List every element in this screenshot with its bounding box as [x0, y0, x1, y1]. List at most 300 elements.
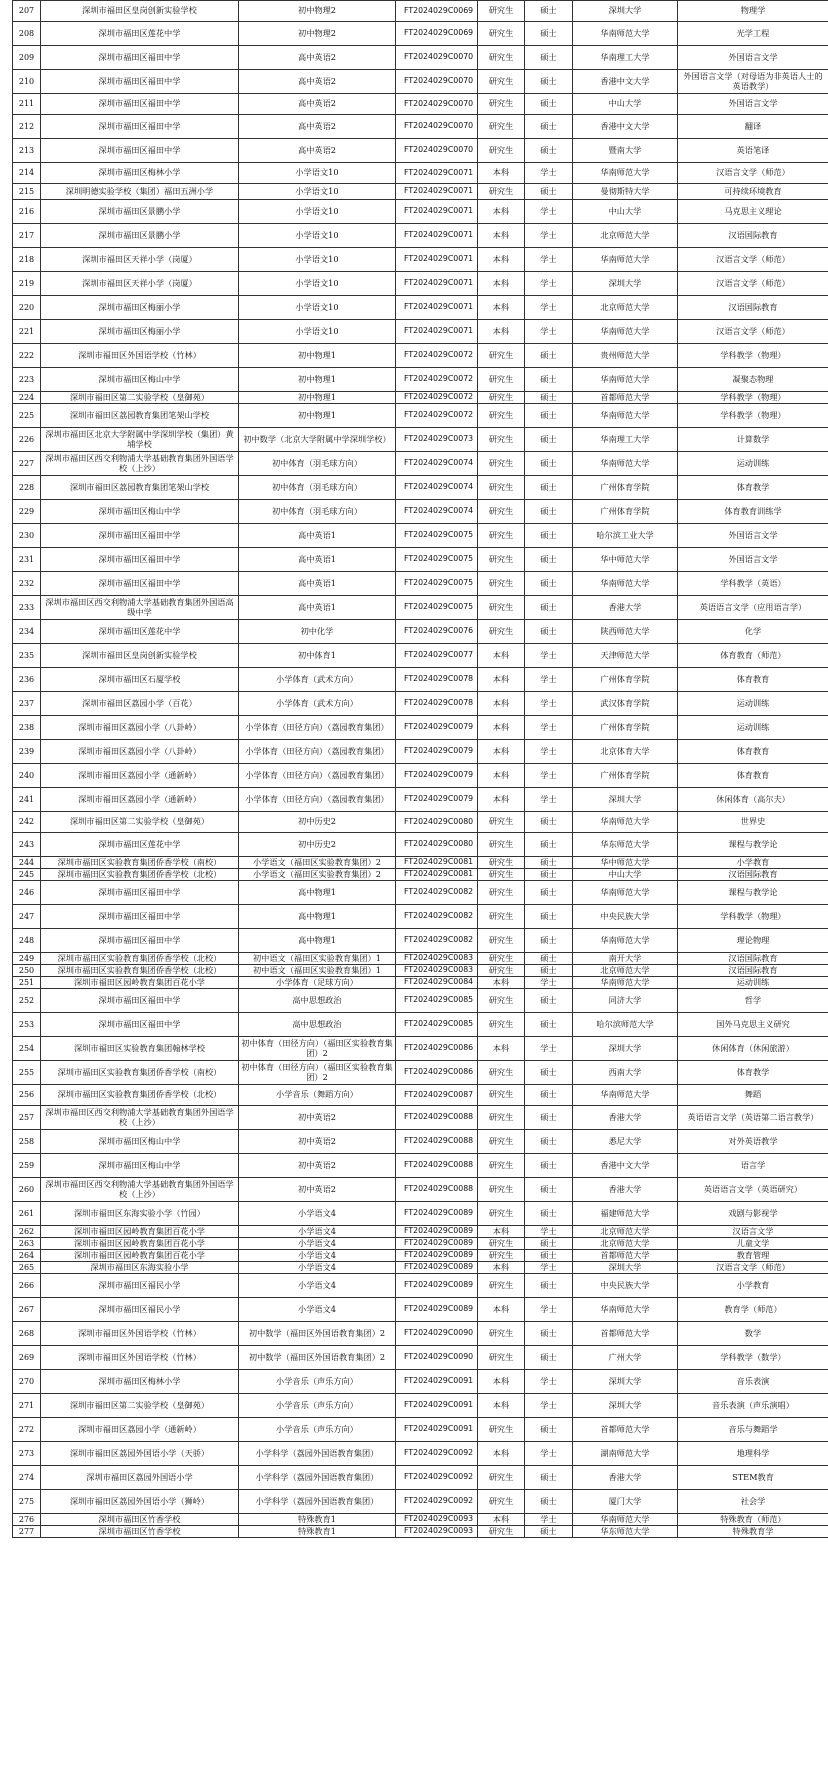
row-number: 237 — [13, 692, 41, 716]
post-cell: 高中英语1 — [239, 596, 396, 620]
row-number: 254 — [13, 1037, 41, 1061]
degree-cell: 硕士 — [525, 94, 573, 115]
school-cell: 深圳市福田区梅山中学 — [41, 368, 239, 392]
post-code-cell: FT2024029C0082 — [396, 905, 478, 929]
table-row — [13, 452, 828, 476]
degree-cell: 学士 — [525, 788, 573, 812]
row-number: 259 — [13, 1154, 41, 1178]
post-cell: 小学语文4 — [239, 1298, 396, 1322]
post-code-cell: FT2024029C0071 — [396, 224, 478, 248]
degree-cell: 硕士 — [525, 1130, 573, 1154]
row-number: 271 — [13, 1394, 41, 1418]
education-cell: 研究生 — [478, 1202, 525, 1226]
school-cell: 深圳市福田区天祥小学（岗厦） — [41, 272, 239, 296]
row-number: 245 — [13, 869, 41, 881]
education-cell: 研究生 — [478, 46, 525, 70]
table-row — [13, 94, 828, 115]
education-cell: 本科 — [478, 163, 525, 184]
school-cell: 深圳明德实验学校（集团）福田五洲小学 — [41, 184, 239, 200]
post-cell: 小学语文10 — [239, 272, 396, 296]
school-cell: 深圳市福田区天祥小学（岗厦） — [41, 248, 239, 272]
major-cell: 教育学（师范） — [678, 1298, 828, 1322]
table-row — [13, 1514, 828, 1526]
post-cell: 小学体育（田径方向）（荔园教育集团） — [239, 788, 396, 812]
education-cell: 研究生 — [478, 1061, 525, 1085]
post-cell: 初中体育（羽毛球方向） — [239, 500, 396, 524]
post-code-cell: FT2024029C0089 — [396, 1298, 478, 1322]
post-cell: 小学语文10 — [239, 163, 396, 184]
degree-cell: 学士 — [525, 692, 573, 716]
university-cell: 北京师范大学 — [573, 965, 678, 977]
education-cell: 研究生 — [478, 833, 525, 857]
table-row — [13, 812, 828, 833]
post-code-cell: FT2024029C0089 — [396, 1250, 478, 1262]
education-cell: 研究生 — [478, 344, 525, 368]
table-row — [13, 368, 828, 392]
degree-cell: 硕士 — [525, 1322, 573, 1346]
education-cell: 研究生 — [478, 428, 525, 452]
university-cell: 天津师范大学 — [573, 644, 678, 668]
degree-cell: 硕士 — [525, 857, 573, 869]
row-number: 214 — [13, 163, 41, 184]
university-cell: 华南师范大学 — [573, 572, 678, 596]
table-row — [13, 392, 828, 404]
table-row — [13, 500, 828, 524]
education-cell: 研究生 — [478, 1274, 525, 1298]
university-cell: 华南师范大学 — [573, 1514, 678, 1526]
major-cell: 运动训练 — [678, 452, 828, 476]
post-code-cell: FT2024029C0071 — [396, 272, 478, 296]
university-cell: 广州体育学院 — [573, 476, 678, 500]
major-cell: 学科教学（英语） — [678, 572, 828, 596]
major-cell: 世界史 — [678, 812, 828, 833]
post-code-cell: FT2024029C0085 — [396, 1013, 478, 1037]
education-cell: 研究生 — [478, 812, 525, 833]
row-number: 211 — [13, 94, 41, 115]
school-cell: 深圳市福田区园岭教育集团百花小学 — [41, 1238, 239, 1250]
degree-cell: 学士 — [525, 163, 573, 184]
degree-cell: 硕士 — [525, 548, 573, 572]
table-row — [13, 1130, 828, 1154]
school-cell: 深圳市福田区荔园小学（通新岭） — [41, 1418, 239, 1442]
degree-cell: 学士 — [525, 740, 573, 764]
major-cell: STEM教育 — [678, 1466, 828, 1490]
table-row — [13, 272, 828, 296]
post-cell: 小学音乐（声乐方向） — [239, 1394, 396, 1418]
major-cell: 社会学 — [678, 1490, 828, 1514]
major-cell: 体育教学 — [678, 476, 828, 500]
major-cell: 特殊教育学 — [678, 1526, 828, 1538]
table-row — [13, 1394, 828, 1418]
row-number: 263 — [13, 1238, 41, 1250]
school-cell: 深圳市福田区皇岗创新实验学校 — [41, 644, 239, 668]
degree-cell: 硕士 — [525, 833, 573, 857]
school-cell: 深圳市福田区福田中学 — [41, 524, 239, 548]
major-cell: 体育教育 — [678, 668, 828, 692]
university-cell: 北京师范大学 — [573, 1238, 678, 1250]
school-cell: 深圳市福田区莲花中学 — [41, 22, 239, 46]
degree-cell: 硕士 — [525, 184, 573, 200]
education-cell: 研究生 — [478, 500, 525, 524]
school-cell: 深圳市福田区福田中学 — [41, 46, 239, 70]
major-cell: 运动训练 — [678, 977, 828, 989]
post-cell: 高中英语1 — [239, 524, 396, 548]
degree-cell: 硕士 — [525, 965, 573, 977]
university-cell: 华南师范大学 — [573, 1298, 678, 1322]
table-row — [13, 692, 828, 716]
university-cell: 华南理工大学 — [573, 428, 678, 452]
university-cell: 深圳大学 — [573, 1370, 678, 1394]
school-cell: 深圳市福田区梅山中学 — [41, 1154, 239, 1178]
university-cell: 香港中文大学 — [573, 115, 678, 139]
education-cell: 本科 — [478, 200, 525, 224]
table-row — [13, 1250, 828, 1262]
major-cell: 汉语言文学（师范） — [678, 320, 828, 344]
row-number: 217 — [13, 224, 41, 248]
row-number: 262 — [13, 1226, 41, 1238]
school-cell: 深圳市福田区福田中学 — [41, 548, 239, 572]
university-cell: 深圳大学 — [573, 272, 678, 296]
school-cell: 深圳市福田区福田中学 — [41, 115, 239, 139]
post-code-cell: FT2024029C0088 — [396, 1154, 478, 1178]
table-row — [13, 1154, 828, 1178]
university-cell: 北京师范大学 — [573, 296, 678, 320]
post-code-cell: FT2024029C0091 — [396, 1418, 478, 1442]
post-cell: 初中数学（北京大学附属中学深圳学校） — [239, 428, 396, 452]
post-cell: 小学科学（荔园外国语教育集团） — [239, 1466, 396, 1490]
major-cell: 地理科学 — [678, 1442, 828, 1466]
degree-cell: 硕士 — [525, 1466, 573, 1490]
row-number: 248 — [13, 929, 41, 953]
university-cell: 中山大学 — [573, 869, 678, 881]
table-row — [13, 1106, 828, 1130]
university-cell: 深圳大学 — [573, 1394, 678, 1418]
major-cell: 汉语言文学（师范） — [678, 248, 828, 272]
post-code-cell: FT2024029C0089 — [396, 1202, 478, 1226]
row-number: 209 — [13, 46, 41, 70]
major-cell: 课程与教学论 — [678, 881, 828, 905]
table-row — [13, 163, 828, 184]
row-number: 213 — [13, 139, 41, 163]
post-cell: 小学语文4 — [239, 1202, 396, 1226]
school-cell: 深圳市福田区西交利物浦大学基础教育集团外国语学校（上沙） — [41, 452, 239, 476]
degree-cell: 硕士 — [525, 1061, 573, 1085]
row-number: 223 — [13, 368, 41, 392]
post-cell: 初中历史2 — [239, 812, 396, 833]
post-cell: 初中英语2 — [239, 1106, 396, 1130]
post-cell: 初中英语2 — [239, 1130, 396, 1154]
post-code-cell: FT2024029C0075 — [396, 596, 478, 620]
post-cell: 小学语文10 — [239, 296, 396, 320]
university-cell: 哈尔滨工业大学 — [573, 524, 678, 548]
row-number: 249 — [13, 953, 41, 965]
degree-cell: 硕士 — [525, 1526, 573, 1538]
education-cell: 本科 — [478, 248, 525, 272]
row-number: 231 — [13, 548, 41, 572]
post-code-cell: FT2024029C0077 — [396, 644, 478, 668]
school-cell: 深圳市福田区园岭教育集团百花小学 — [41, 977, 239, 989]
school-cell: 深圳市福田区景鹏小学 — [41, 224, 239, 248]
major-cell: 运动训练 — [678, 692, 828, 716]
post-cell: 初中体育（田径方向）（福田区实验教育集团）2 — [239, 1037, 396, 1061]
major-cell: 英语笔译 — [678, 139, 828, 163]
table-row — [13, 833, 828, 857]
university-cell: 北京体育大学 — [573, 740, 678, 764]
post-cell: 高中思想政治 — [239, 1013, 396, 1037]
row-number: 276 — [13, 1514, 41, 1526]
post-code-cell: FT2024029C0070 — [396, 139, 478, 163]
post-code-cell: FT2024029C0070 — [396, 115, 478, 139]
education-cell: 研究生 — [478, 94, 525, 115]
university-cell: 华东师范大学 — [573, 833, 678, 857]
post-cell: 高中英语1 — [239, 572, 396, 596]
education-cell: 本科 — [478, 1298, 525, 1322]
row-number: 210 — [13, 70, 41, 94]
university-cell: 深圳大学 — [573, 1037, 678, 1061]
university-cell: 华南师范大学 — [573, 929, 678, 953]
major-cell: 体育教学 — [678, 1061, 828, 1085]
degree-cell: 硕士 — [525, 905, 573, 929]
university-cell: 香港中文大学 — [573, 1154, 678, 1178]
education-cell: 研究生 — [478, 1466, 525, 1490]
post-code-cell: FT2024029C0069 — [396, 1, 478, 22]
post-code-cell: FT2024029C0084 — [396, 977, 478, 989]
table-row — [13, 1298, 828, 1322]
education-cell: 研究生 — [478, 368, 525, 392]
university-cell: 中山大学 — [573, 200, 678, 224]
major-cell: 学科教学（物理） — [678, 392, 828, 404]
post-code-cell: FT2024029C0088 — [396, 1130, 478, 1154]
major-cell: 小学教育 — [678, 857, 828, 869]
table-row — [13, 115, 828, 139]
row-number: 255 — [13, 1061, 41, 1085]
school-cell: 深圳市福田区荔园小学（八卦岭） — [41, 740, 239, 764]
university-cell: 武汉体育学院 — [573, 692, 678, 716]
university-cell: 华南师范大学 — [573, 248, 678, 272]
school-cell: 深圳市福田区北京大学附属中学深圳学校（集团）黄埔学校 — [41, 428, 239, 452]
table-row — [13, 1085, 828, 1106]
degree-cell: 硕士 — [525, 139, 573, 163]
major-cell: 对外英语教学 — [678, 1130, 828, 1154]
row-number: 216 — [13, 200, 41, 224]
school-cell: 深圳市福田区福田中学 — [41, 139, 239, 163]
degree-cell: 硕士 — [525, 620, 573, 644]
degree-cell: 硕士 — [525, 115, 573, 139]
university-cell: 华东师范大学 — [573, 1526, 678, 1538]
school-cell: 深圳市福田区实验教育集团侨香学校（北校） — [41, 869, 239, 881]
university-cell: 南开大学 — [573, 953, 678, 965]
major-cell: 物理学 — [678, 1, 828, 22]
university-cell: 首都师范大学 — [573, 392, 678, 404]
post-code-cell: FT2024029C0071 — [396, 163, 478, 184]
education-cell: 研究生 — [478, 989, 525, 1013]
post-cell: 初中英语2 — [239, 1178, 396, 1202]
post-code-cell: FT2024029C0081 — [396, 857, 478, 869]
major-cell: 可持续环境教育 — [678, 184, 828, 200]
post-code-cell: FT2024029C0069 — [396, 22, 478, 46]
education-cell: 本科 — [478, 788, 525, 812]
post-code-cell: FT2024029C0085 — [396, 989, 478, 1013]
education-cell: 研究生 — [478, 869, 525, 881]
major-cell: 学科教学（物理） — [678, 344, 828, 368]
school-cell: 深圳市福田区皇岗创新实验学校 — [41, 1, 239, 22]
post-cell: 初中体育（田径方向）（福田区实验教育集团）2 — [239, 1061, 396, 1085]
row-number: 258 — [13, 1130, 41, 1154]
school-cell: 深圳市福田区荔园小学（百花） — [41, 692, 239, 716]
degree-cell: 硕士 — [525, 989, 573, 1013]
school-cell: 深圳市福田区梅丽小学 — [41, 320, 239, 344]
post-code-cell: FT2024029C0079 — [396, 740, 478, 764]
major-cell: 音乐表演 — [678, 1370, 828, 1394]
university-cell: 北京师范大学 — [573, 224, 678, 248]
education-cell: 研究生 — [478, 596, 525, 620]
post-code-cell: FT2024029C0093 — [396, 1526, 478, 1538]
university-cell: 华南师范大学 — [573, 977, 678, 989]
school-cell: 深圳市福田区福田中学 — [41, 905, 239, 929]
school-cell: 深圳市福田区莲花中学 — [41, 620, 239, 644]
row-number: 253 — [13, 1013, 41, 1037]
table-row — [13, 344, 828, 368]
university-cell: 首都师范大学 — [573, 1322, 678, 1346]
major-cell: 学科教学（物理） — [678, 905, 828, 929]
post-cell: 小学语文（福田区实验教育集团）2 — [239, 857, 396, 869]
post-cell: 初中体育（羽毛球方向） — [239, 452, 396, 476]
school-cell: 深圳市福田区福田中学 — [41, 989, 239, 1013]
major-cell: 化学 — [678, 620, 828, 644]
row-number: 265 — [13, 1262, 41, 1274]
school-cell: 深圳市福田区竹香学校 — [41, 1514, 239, 1526]
table-row — [13, 857, 828, 869]
post-code-cell: FT2024029C0071 — [396, 200, 478, 224]
major-cell: 小学教育 — [678, 1274, 828, 1298]
table-row — [13, 989, 828, 1013]
degree-cell: 硕士 — [525, 812, 573, 833]
university-cell: 华南师范大学 — [573, 320, 678, 344]
education-cell: 研究生 — [478, 70, 525, 94]
post-cell: 高中英语2 — [239, 70, 396, 94]
school-cell: 深圳市福田区荔园小学（八卦岭） — [41, 716, 239, 740]
table-row — [13, 139, 828, 163]
school-cell: 深圳市福田区福田中学 — [41, 1013, 239, 1037]
row-number: 218 — [13, 248, 41, 272]
post-cell: 高中思想政治 — [239, 989, 396, 1013]
row-number: 208 — [13, 22, 41, 46]
degree-cell: 学士 — [525, 1298, 573, 1322]
school-cell: 深圳市福田区园岭教育集团百花小学 — [41, 1250, 239, 1262]
degree-cell: 学士 — [525, 668, 573, 692]
degree-cell: 硕士 — [525, 500, 573, 524]
post-code-cell: FT2024029C0091 — [396, 1370, 478, 1394]
table-row — [13, 1526, 828, 1538]
education-cell: 本科 — [478, 1514, 525, 1526]
degree-cell: 硕士 — [525, 1085, 573, 1106]
degree-cell: 硕士 — [525, 929, 573, 953]
school-cell: 深圳市福田区实验教育集团侨香学校（北校） — [41, 1085, 239, 1106]
education-cell: 本科 — [478, 977, 525, 989]
table-row — [13, 596, 828, 620]
post-cell: 初中体育（羽毛球方向） — [239, 476, 396, 500]
table-row — [13, 1262, 828, 1274]
post-cell: 高中物理1 — [239, 929, 396, 953]
education-cell: 本科 — [478, 764, 525, 788]
degree-cell: 硕士 — [525, 1178, 573, 1202]
education-cell: 研究生 — [478, 524, 525, 548]
row-number: 272 — [13, 1418, 41, 1442]
education-cell: 研究生 — [478, 476, 525, 500]
degree-cell: 硕士 — [525, 572, 573, 596]
major-cell: 体育教育训练学 — [678, 500, 828, 524]
table-row — [13, 404, 828, 428]
education-cell: 本科 — [478, 740, 525, 764]
row-number: 221 — [13, 320, 41, 344]
table-row — [13, 296, 828, 320]
major-cell: 舞蹈 — [678, 1085, 828, 1106]
major-cell: 学科教学（物理） — [678, 404, 828, 428]
university-cell: 陕西师范大学 — [573, 620, 678, 644]
university-cell: 广州大学 — [573, 1346, 678, 1370]
row-number: 252 — [13, 989, 41, 1013]
university-cell: 湖南师范大学 — [573, 1442, 678, 1466]
row-number: 274 — [13, 1466, 41, 1490]
row-number: 273 — [13, 1442, 41, 1466]
row-number: 250 — [13, 965, 41, 977]
row-number: 238 — [13, 716, 41, 740]
education-cell: 研究生 — [478, 929, 525, 953]
post-cell: 小学科学（荔园外国语教育集团） — [239, 1490, 396, 1514]
degree-cell: 硕士 — [525, 70, 573, 94]
post-cell: 高中物理1 — [239, 905, 396, 929]
post-code-cell: FT2024029C0089 — [396, 1226, 478, 1238]
university-cell: 香港大学 — [573, 596, 678, 620]
school-cell: 深圳市福田区第二实验学校（皇御苑） — [41, 1394, 239, 1418]
post-code-cell: FT2024029C0070 — [396, 70, 478, 94]
school-cell: 深圳市福田区东海实验小学 — [41, 1262, 239, 1274]
university-cell: 华南师范大学 — [573, 1085, 678, 1106]
post-cell: 小学语文4 — [239, 1250, 396, 1262]
post-code-cell: FT2024029C0088 — [396, 1178, 478, 1202]
university-cell: 香港大学 — [573, 1466, 678, 1490]
row-number: 266 — [13, 1274, 41, 1298]
degree-cell: 学士 — [525, 1442, 573, 1466]
education-cell: 本科 — [478, 668, 525, 692]
degree-cell: 学士 — [525, 1370, 573, 1394]
table-row — [13, 788, 828, 812]
post-code-cell: FT2024029C0074 — [396, 500, 478, 524]
school-cell: 深圳市福田区福田中学 — [41, 94, 239, 115]
university-cell: 广州体育学院 — [573, 668, 678, 692]
table-row — [13, 905, 828, 929]
major-cell: 休闲体育（高尔夫） — [678, 788, 828, 812]
post-cell: 高中英语2 — [239, 94, 396, 115]
row-number: 232 — [13, 572, 41, 596]
major-cell: 国外马克思主义研究 — [678, 1013, 828, 1037]
degree-cell: 硕士 — [525, 46, 573, 70]
degree-cell: 学士 — [525, 200, 573, 224]
degree-cell: 硕士 — [525, 1238, 573, 1250]
row-number: 251 — [13, 977, 41, 989]
post-code-cell: FT2024029C0075 — [396, 548, 478, 572]
post-code-cell: FT2024029C0071 — [396, 320, 478, 344]
education-cell: 本科 — [478, 272, 525, 296]
school-cell: 深圳市福田区荔园小学（通新岭） — [41, 788, 239, 812]
major-cell: 汉语国际教育 — [678, 965, 828, 977]
post-code-cell: FT2024029C0091 — [396, 1394, 478, 1418]
education-cell: 研究生 — [478, 1, 525, 22]
table-row — [13, 881, 828, 905]
university-cell: 曼彻斯特大学 — [573, 184, 678, 200]
university-cell: 北京师范大学 — [573, 1226, 678, 1238]
table-row — [13, 620, 828, 644]
